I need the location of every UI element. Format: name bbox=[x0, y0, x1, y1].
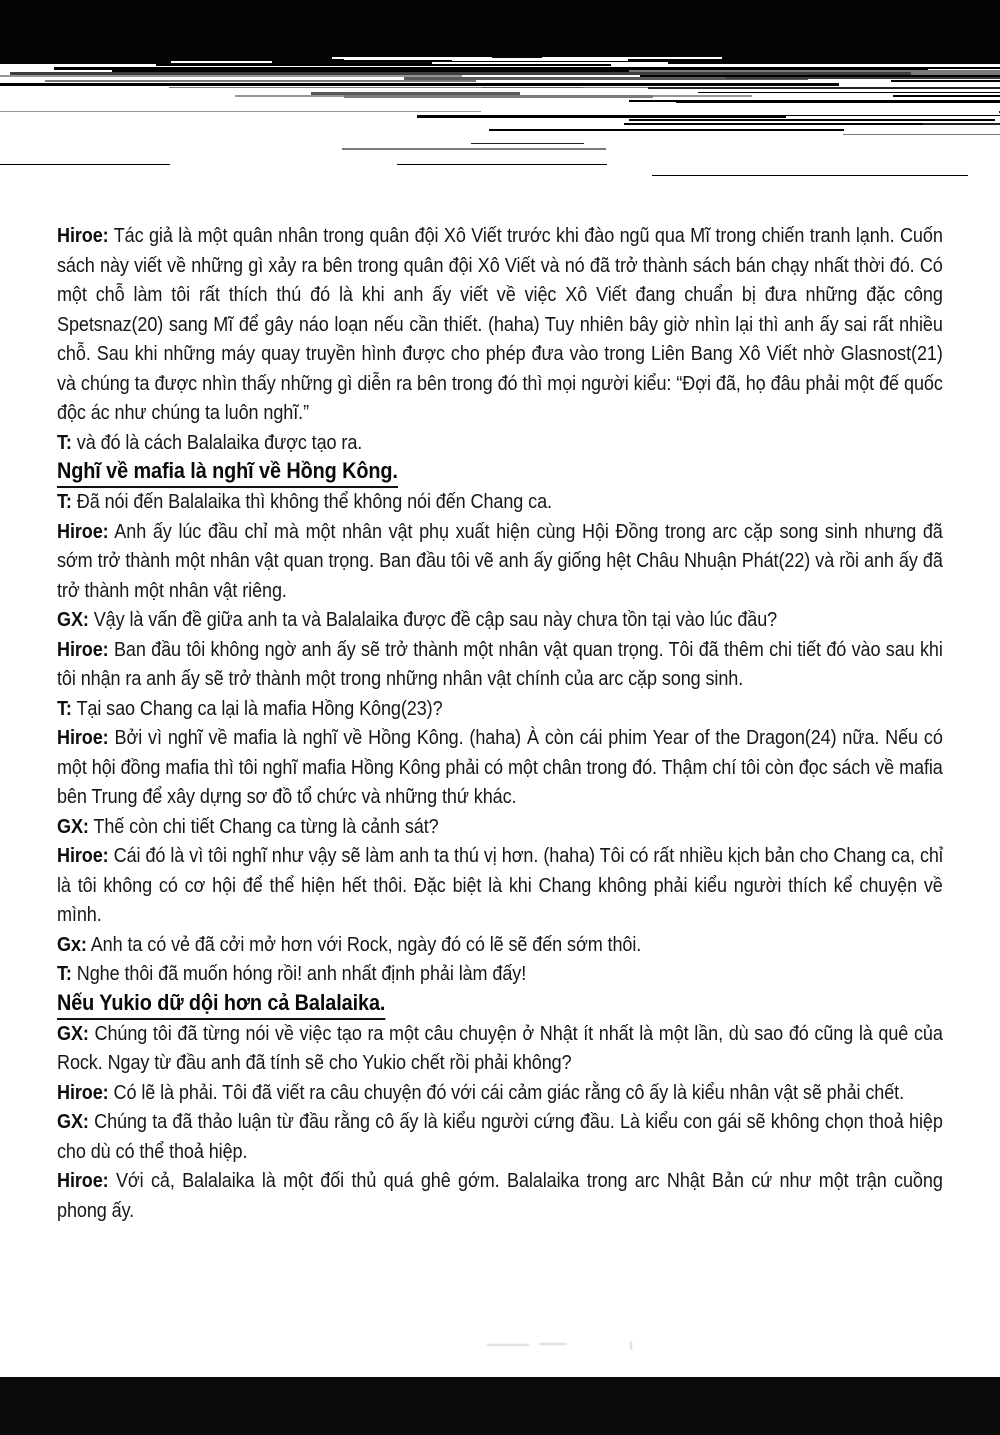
scan-artifact bbox=[487, 1341, 647, 1351]
dialogue-text: Nghe thôi đã muốn hóng rồi! anh nhất định phải làm đấy! bbox=[76, 963, 527, 985]
dialogue-text: Tác giả là một quân nhân trong quân đội Xô Viết trước khi đào ngũ qua Mĩ trong chiến tranh lạnh. Cuốn sách này viết về những gì xảy ra bên trong quân đội Xô Viết và nó đã trở thành sách bán chạy nhất thời đó. Có một chỗ làm tôi rất thích thú đó là khi anh ấy viết về việc Xô Viết đang chuẩn bị đưa những đặc công Spetsnaz(20) sang Mĩ để gây náo loạn nếu cần thiết. (haha) Tuy nhiên bây giờ nhìn lại thì anh ấy sai rất nhiều chỗ. Sau khi những máy quay truyền hình được cho phép đưa vào trong Liên Bang Xô Viết nhờ Glasnost(21) và chúng ta được nhìn thấy những gì diễn ra bên trong đó thì mọi người kiểu: “Đợi đã, họ đâu phải một đế quốc độc ác như chúng ta luôn nghĩ.” bbox=[57, 225, 943, 424]
section-heading-text: Nếu Yukio dữ dội hơn cả Balalaika. bbox=[57, 990, 385, 1020]
speaker-label: Hiroe: bbox=[57, 638, 109, 661]
speaker-label: GX: bbox=[57, 1022, 89, 1045]
dialogue-text: Anh ấy lúc đầu chỉ mà một nhân vật phụ xuất hiện cùng Hội Đồng trong arc cặp song sinh nhưng đã sớm trở thành một nhân vật quan trọng. Ban đầu tôi vẽ anh ấy giống hệt Châu Nhuận Phát(22) và rồi anh ấy đã trở thành một nhân vật riêng. bbox=[57, 520, 943, 602]
speaker-label: GX: bbox=[57, 1111, 89, 1133]
dialogue-text: Với cả, Balalaika là một đối thủ quá ghê gớm. Balalaika trong arc Nhật Bản cứ như một trận cuồng phong ấy. bbox=[57, 1170, 943, 1222]
dialogue-line bbox=[57, 488, 943, 518]
dialogue-line bbox=[57, 1167, 943, 1226]
dialogue-line bbox=[57, 636, 943, 695]
dialogue-line bbox=[57, 1079, 943, 1109]
dialogue-line bbox=[57, 429, 943, 459]
dialogue-line bbox=[57, 606, 943, 636]
bottom-black-bar bbox=[0, 1377, 1000, 1435]
interview-text bbox=[57, 222, 943, 1226]
section-heading bbox=[57, 458, 943, 488]
dialogue-text: Chúng ta đã thảo luận từ đầu rằng cô ấy là kiểu người cứng đầu. Là kiểu con gái sẽ không chọn thoả hiệp cho dù có thể thoả hiệp. bbox=[57, 1111, 943, 1163]
dialogue-line bbox=[57, 1108, 943, 1167]
speaker-label: Hiroe: bbox=[57, 520, 109, 543]
dialogue-line bbox=[57, 724, 943, 813]
speaker-label: GX: bbox=[57, 609, 89, 631]
speaker-label: T: bbox=[57, 697, 72, 720]
dialogue-line bbox=[57, 222, 943, 429]
dialogue-text: Có lẽ là phải. Tôi đã viết ra câu chuyện đó với cái cảm giác rằng cô ấy là kiểu nhân vật sẽ phải chết. bbox=[113, 1081, 905, 1104]
section-heading bbox=[57, 990, 943, 1020]
dialogue-line bbox=[57, 518, 943, 607]
dialogue-text: Ban đầu tôi không ngờ anh ấy sẽ trở thành một nhân vật quan trọng. Tôi đã thêm chi tiết đó vào sau khi tôi nhận ra anh ấy sẽ trở thành một trong những nhân vật chính của arc cặp song sinh. bbox=[57, 638, 943, 690]
speaker-label: T: bbox=[57, 491, 72, 513]
dialogue-text: Anh ta có vẻ đã cởi mở hơn với Rock, ngày đó có lẽ sẽ đến sớm thôi. bbox=[90, 933, 642, 956]
dialogue-line bbox=[57, 813, 943, 843]
dialogue-text: Chúng tôi đã từng nói về việc tạo ra một câu chuyện ở Nhật ít nhất là một lần, dù sao đó cũng là quê của Rock. Ngay từ đầu anh đã tính sẽ cho Yukio chết rồi phải không? bbox=[57, 1022, 943, 1074]
dialogue-line bbox=[57, 695, 943, 725]
dialogue-line bbox=[57, 1020, 943, 1079]
speaker-label: Hiroe: bbox=[57, 225, 109, 247]
dialogue-line bbox=[57, 960, 943, 990]
dialogue-text: Vậy là vấn đề giữa anh ta và Balalaika được đề cập sau này chưa tồn tại vào lúc đầu? bbox=[93, 609, 778, 631]
speaker-label: T: bbox=[57, 431, 72, 454]
dialogue-text: Bởi vì nghĩ về mafia là nghĩ về Hồng Kông. (haha) À còn cái phim Year of the Dragon(24) nữa. Nếu có một hội đồng mafia thì tôi nghĩ mafia Hồng Kông phải có một chân trong đó. Thậm chí tôi còn đọc sách về mafia bên Trung để xây dựng sơ đồ tổ chức và những thứ khác. bbox=[57, 727, 943, 808]
speaker-label: Hiroe: bbox=[57, 1170, 109, 1192]
dialogue-text: và đó là cách Balalaika được tạo ra. bbox=[76, 431, 363, 454]
dialogue-line bbox=[57, 842, 943, 931]
speaker-label: Gx: bbox=[57, 933, 87, 956]
manga-speed-lines-art bbox=[0, 0, 1000, 200]
dialogue-text: Tại sao Chang ca lại là mafia Hồng Kông(23)? bbox=[76, 697, 443, 720]
section-heading-text: Nghĩ về mafia là nghĩ về Hồng Kông. bbox=[57, 458, 398, 488]
speaker-label: T: bbox=[57, 963, 72, 985]
speaker-label: Hiroe: bbox=[57, 845, 109, 867]
speaker-label: Hiroe: bbox=[57, 727, 109, 749]
dialogue-text: Đã nói đến Balalaika thì không thể không nói đến Chang ca. bbox=[76, 491, 552, 513]
dialogue-line bbox=[57, 931, 943, 961]
dialogue-text: Cái đó là vì tôi nghĩ như vậy sẽ làm anh ta thú vị hơn. (haha) Tôi có rất nhiều kịch bản cho Chang ca, chỉ là tôi không có cơ hội để thể hiện hết thôi. Đặc biệt là khi Chang không phải kiểu người thích kể chuyện về mình. bbox=[57, 845, 943, 926]
speaker-label: Hiroe: bbox=[57, 1081, 109, 1104]
speaker-label: GX: bbox=[57, 815, 89, 838]
dialogue-text: Thế còn chi tiết Chang ca từng là cảnh sát? bbox=[93, 815, 439, 838]
